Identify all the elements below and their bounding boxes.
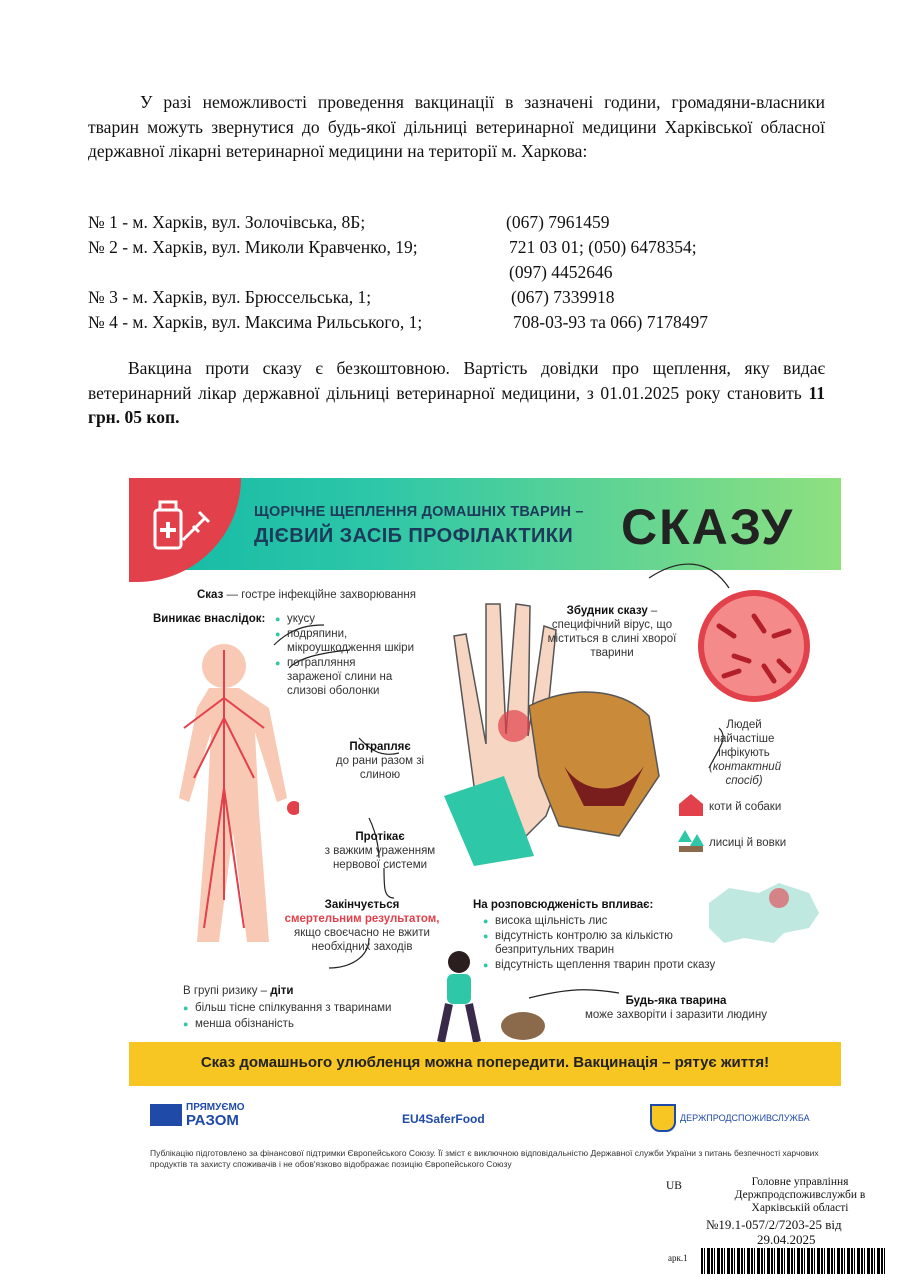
people-text: Людей найчастіше інфікують bbox=[713, 719, 775, 759]
barcode bbox=[701, 1248, 887, 1274]
address-phone: (067) 7339918 bbox=[511, 287, 615, 307]
stamp-number: №19.1-057/2/7203-25 від bbox=[706, 1217, 842, 1232]
infographic-footer bbox=[129, 1042, 841, 1086]
spread-title: На розповсюдженість впливає: bbox=[473, 899, 654, 911]
dps-logo: ДЕРЖПРОДСПОЖИВСЛУЖБА bbox=[680, 1113, 810, 1123]
definition bbox=[197, 588, 416, 602]
address-3 bbox=[88, 285, 615, 310]
banner-heading-3: СКАЗУ bbox=[621, 499, 795, 555]
cause-item: ● укусу bbox=[287, 612, 315, 626]
eu4safer-logo: EU4SaferFood bbox=[402, 1112, 485, 1126]
dps-shield-icon bbox=[650, 1104, 676, 1132]
cause-item: ● подряпини, мікроушкодження шкіри bbox=[287, 627, 432, 655]
people-infected bbox=[709, 718, 782, 788]
flows bbox=[315, 830, 445, 872]
paragraph-price bbox=[88, 356, 825, 430]
cats-dogs: коти й собаки bbox=[709, 801, 782, 813]
risk-group bbox=[183, 984, 293, 998]
address-label: № 3 - м. Харків, вул. Брюссельська, 1; bbox=[88, 287, 372, 307]
ends-title: Закінчується bbox=[324, 899, 400, 911]
agent-title: Збудник сказу bbox=[566, 605, 648, 617]
credit-text: Публікацію підготовлено за фінансової підтримки Європейського Союзу. Її зміст є виключною відповідальністю Державної служби України з питань безпечності харчових продуктів та захисту споживачів і не обов'язково відображає позицію Європейського Союзу bbox=[150, 1148, 819, 1169]
stamp-date: 29.04.2025 bbox=[757, 1232, 816, 1247]
risk-item: ● більш тісне спілкування з тваринами bbox=[195, 1001, 391, 1015]
price-amount: 11 грн. 05 коп. bbox=[88, 382, 825, 427]
spread-item: ● відсутність контролю за кількістю безпритульних тварин bbox=[495, 929, 715, 957]
address-phone: 721 03 01; (050) 6478354; bbox=[509, 237, 697, 257]
paragraph-intro: У разі неможливості проведення вакцинації в зазначені години, громадяни-власники тварин можуть звернутися до будь-якої дільниці ветеринарної медицини Харківської обласної державної лікарні ветеринарної медицини на території м. Харкова: bbox=[88, 92, 825, 161]
footer-slogan: Сказ домашнього улюбленця можна попередити. Вакцинація – рятує життя! bbox=[200, 1054, 770, 1071]
address-label: № 4 - м. Харків, вул. Максима Рильського, 1; bbox=[88, 312, 423, 332]
spread-item: ● висока щільність лис bbox=[495, 914, 607, 928]
address-label: № 2 - м. Харків, вул. Миколи Кравченко, 19; bbox=[88, 237, 418, 257]
eu-flag-icon bbox=[150, 1104, 182, 1126]
foxes-wolves: лисиці й вовки bbox=[709, 837, 787, 849]
enters bbox=[325, 740, 435, 782]
address-phone-2: (097) 4452646 bbox=[509, 262, 613, 282]
razom-logo-line2: РАЗОМ bbox=[186, 1112, 239, 1129]
ends-red: смертельним результатом, bbox=[284, 913, 440, 925]
stamp-ub: UB bbox=[666, 1180, 682, 1192]
agent-text: – специфічний вірус, що міститься в слині хворої тварини bbox=[547, 605, 677, 659]
address-4 bbox=[88, 310, 708, 335]
ends bbox=[267, 898, 457, 954]
banner-heading-2: ДІЄВИЙ ЗАСІБ ПРОФІЛАКТИКИ bbox=[254, 525, 574, 547]
enters-text: до рани разом зі слиною bbox=[335, 755, 425, 781]
ends-text: якщо своєчасно не вжити необхідних заходів bbox=[294, 927, 430, 953]
people-italic: (контактний спосіб) bbox=[709, 761, 782, 787]
definition-term: Сказ bbox=[197, 589, 224, 601]
flows-title: Протікає bbox=[355, 831, 405, 843]
risk-bold: діти bbox=[270, 985, 294, 997]
address-1 bbox=[88, 210, 610, 235]
address-phone: (067) 7961459 bbox=[506, 212, 610, 232]
risk-title: В групі ризику – bbox=[183, 985, 271, 997]
stamp-org bbox=[700, 1176, 900, 1215]
causes-title: Виникає внаслідок: bbox=[153, 613, 266, 625]
razom-logo-line1: ПРЯМУЄМО bbox=[186, 1102, 245, 1113]
address-phone: 708-03-93 та 066) 7178497 bbox=[513, 312, 708, 332]
stamp-sheet: арк.1 bbox=[668, 1253, 688, 1263]
any-animal-title: Будь-яка тварина bbox=[625, 995, 727, 1007]
banner-heading-1: ЩОРІЧНЕ ЩЕПЛЕННЯ ДОМАШНІХ ТВАРИН – bbox=[254, 504, 584, 520]
enters-title: Потрапляє bbox=[349, 741, 411, 753]
agent bbox=[547, 604, 677, 660]
definition-text: — гостре інфекційне захворювання bbox=[223, 589, 416, 601]
logo-row bbox=[150, 1100, 830, 1140]
stamp-org-1: Головне управління bbox=[751, 1176, 849, 1188]
address-2 bbox=[88, 235, 697, 282]
stamp-org-2: Держпродспоживслужби в bbox=[734, 1189, 866, 1201]
cause-item: ● потрапляння зараженої слини на слизові оболонки bbox=[287, 656, 412, 698]
any-animal-text: може захворіти і заразити людину bbox=[584, 1009, 768, 1021]
price-text: Вакцина проти сказу є безкоштовною. Вартість довідки про щеплення, яку видає ветеринарний лікар державної дільниці ветеринарної медицини, з 01.01.2025 року становить bbox=[88, 358, 825, 403]
any-animal bbox=[561, 994, 791, 1022]
stamp-org-3: Харківській області bbox=[751, 1202, 849, 1214]
risk-item: ● менша обізнаність bbox=[195, 1017, 294, 1031]
spread-item: ● відсутність щеплення тварин проти сказу bbox=[495, 958, 715, 972]
address-label: № 1 - м. Харків, вул. Золочівська, 8Б; bbox=[88, 212, 366, 232]
rabies-infographic bbox=[129, 478, 841, 1086]
flows-text: з важким ураженням нервової системи bbox=[324, 845, 436, 871]
